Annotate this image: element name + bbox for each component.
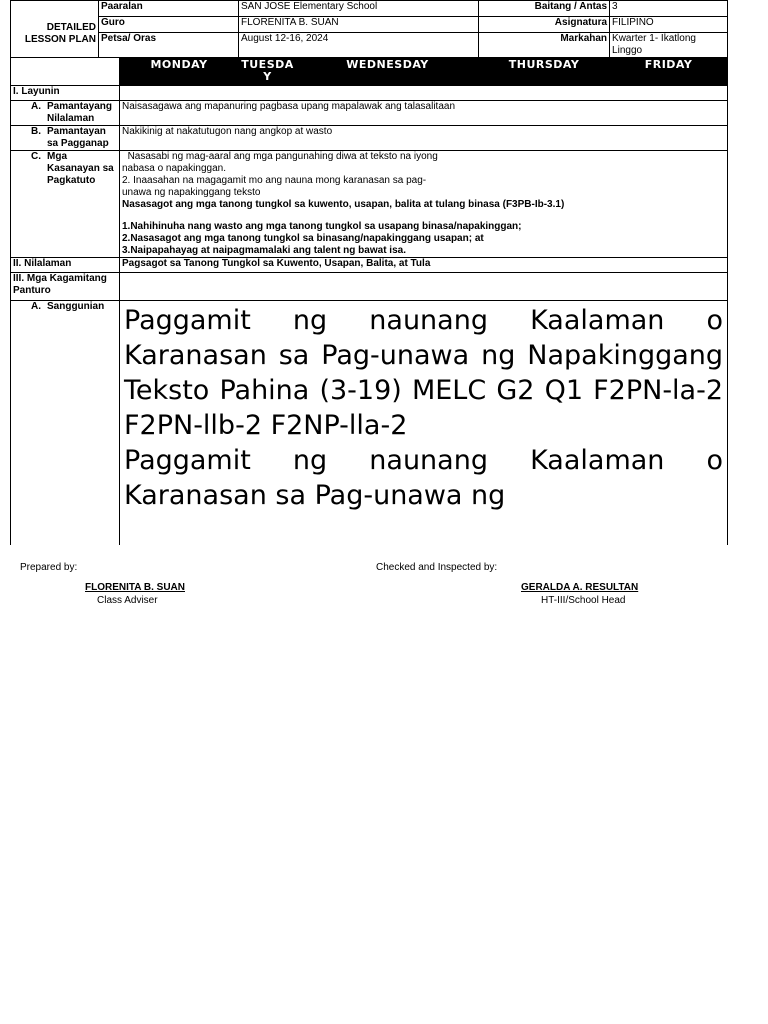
grade-label: Baitang / Antas [479,1,610,17]
prepared-by-label: Prepared by: [20,562,78,573]
checked-by-label: Checked and Inspected by: [376,562,498,573]
date-label: Petsa/ Oras [99,33,239,58]
kasanayan-line-1: Nasasabi ng mag-aaral ang mga pangunahing diwa at teksto na iyong nabasa o napakinggan. [122,151,441,174]
kasanayan-value [120,151,728,258]
lesson-plan-document [10,0,727,545]
kasanayan-line-2: 2. Inaasahan na magagamit mo ang nauna mong karanasan sa pag-unawa ng napakinggang teksto [122,175,427,198]
day-monday: MONDAY [120,58,239,86]
sanggunian-text-1: Paggamit ng naunang Kaalaman o Karanasan sa Pag-unawa ng Napakinggang Teksto Pahina (3-19) MELC G2 Q1 F2PN-la-2 F2PN-llb-2 F2NP-lla-2 [124,305,724,441]
sanggunian-text-2: Paggamit ng naunang Kaalaman o Karanasan sa Pag-unawa ng [124,445,724,511]
section-layunin: I. Layunin [11,86,120,101]
checked-by-name: GERALDA A. RESULTAN [521,582,639,593]
school-label: Paaralan [99,1,239,17]
prepared-by-role: Class Adviser [97,595,158,606]
day-tuesday: TUESDA Y [239,58,297,86]
quarter-value: Kwarter 1- Ikatlong Linggo [610,33,728,58]
subject-value: FILIPINO [610,17,728,33]
pamantayang-nilalaman-value: Naisasagawa ang mapanuring pagbasa upang mapalawak ang talasalitaan [120,101,728,126]
pamantayan-sa-pagganap-label: B. Pamantayan sa Pagganap [11,126,120,151]
teacher-label: Guro [99,17,239,33]
doc-title: DETAILED LESSON PLAN [11,1,99,58]
nilalaman-value: Pagsagot sa Tanong Tungkol sa Kuwento, Usapan, Balita, at Tula [120,258,728,273]
kasanayan-line-3: Nasasagot ang mga tanong tungkol sa kuwento, usapan, balita at tulang binasa (F3PB-Ib-3.1) [122,199,565,210]
kasanayan-objective-2: 2.Nasasagot ang mga tanong tungkol sa binasang/napakinggang usapan; at [122,233,484,244]
prepared-by-name: FLORENITA B. SUAN [85,582,185,593]
layunin-content [120,86,728,101]
quarter-label: Markahan [479,33,610,58]
pamantayan-sa-pagganap-value: Nakikinig at nakatutugon nang angkop at wasto [120,126,728,151]
sanggunian-label: A. Sanggunian [11,301,120,546]
lesson-plan-table [10,0,728,545]
sanggunian-value [120,301,728,546]
checked-by-role: HT-III/School Head [541,595,626,606]
kasanayan-label: C. Mga Kasanayan sa Pagkatuto [11,151,120,258]
kasanayan-objective-1: 1.Nahihinuha nang wasto ang mga tanong tungkol sa usapang binasa/napakinggan; [122,221,522,232]
days-corner [11,58,120,86]
kasanayan-objective-3: 3.Naipapahayag at naipagmamalaki ang talent ng bawat isa. [122,245,406,256]
school-value: SAN JOSE Elementary School [239,1,479,17]
section-nilalaman: II. Nilalaman [11,258,120,273]
day-friday: FRIDAY [610,58,728,86]
subject-label: Asignatura [479,17,610,33]
day-wednesday: WEDNESDAY [297,58,479,86]
kagamitang-panturo-content [120,273,728,301]
day-thursday: THURSDAY [479,58,610,86]
teacher-value: FLORENITA B. SUAN [239,17,479,33]
date-value: August 12-16, 2024 [239,33,479,58]
grade-value: 3 [610,1,728,17]
pamantayang-nilalaman-label: A. Pamantayang Nilalaman [11,101,120,126]
section-kagamitang-panturo: III. Mga Kagamitang Panturo [11,273,120,301]
